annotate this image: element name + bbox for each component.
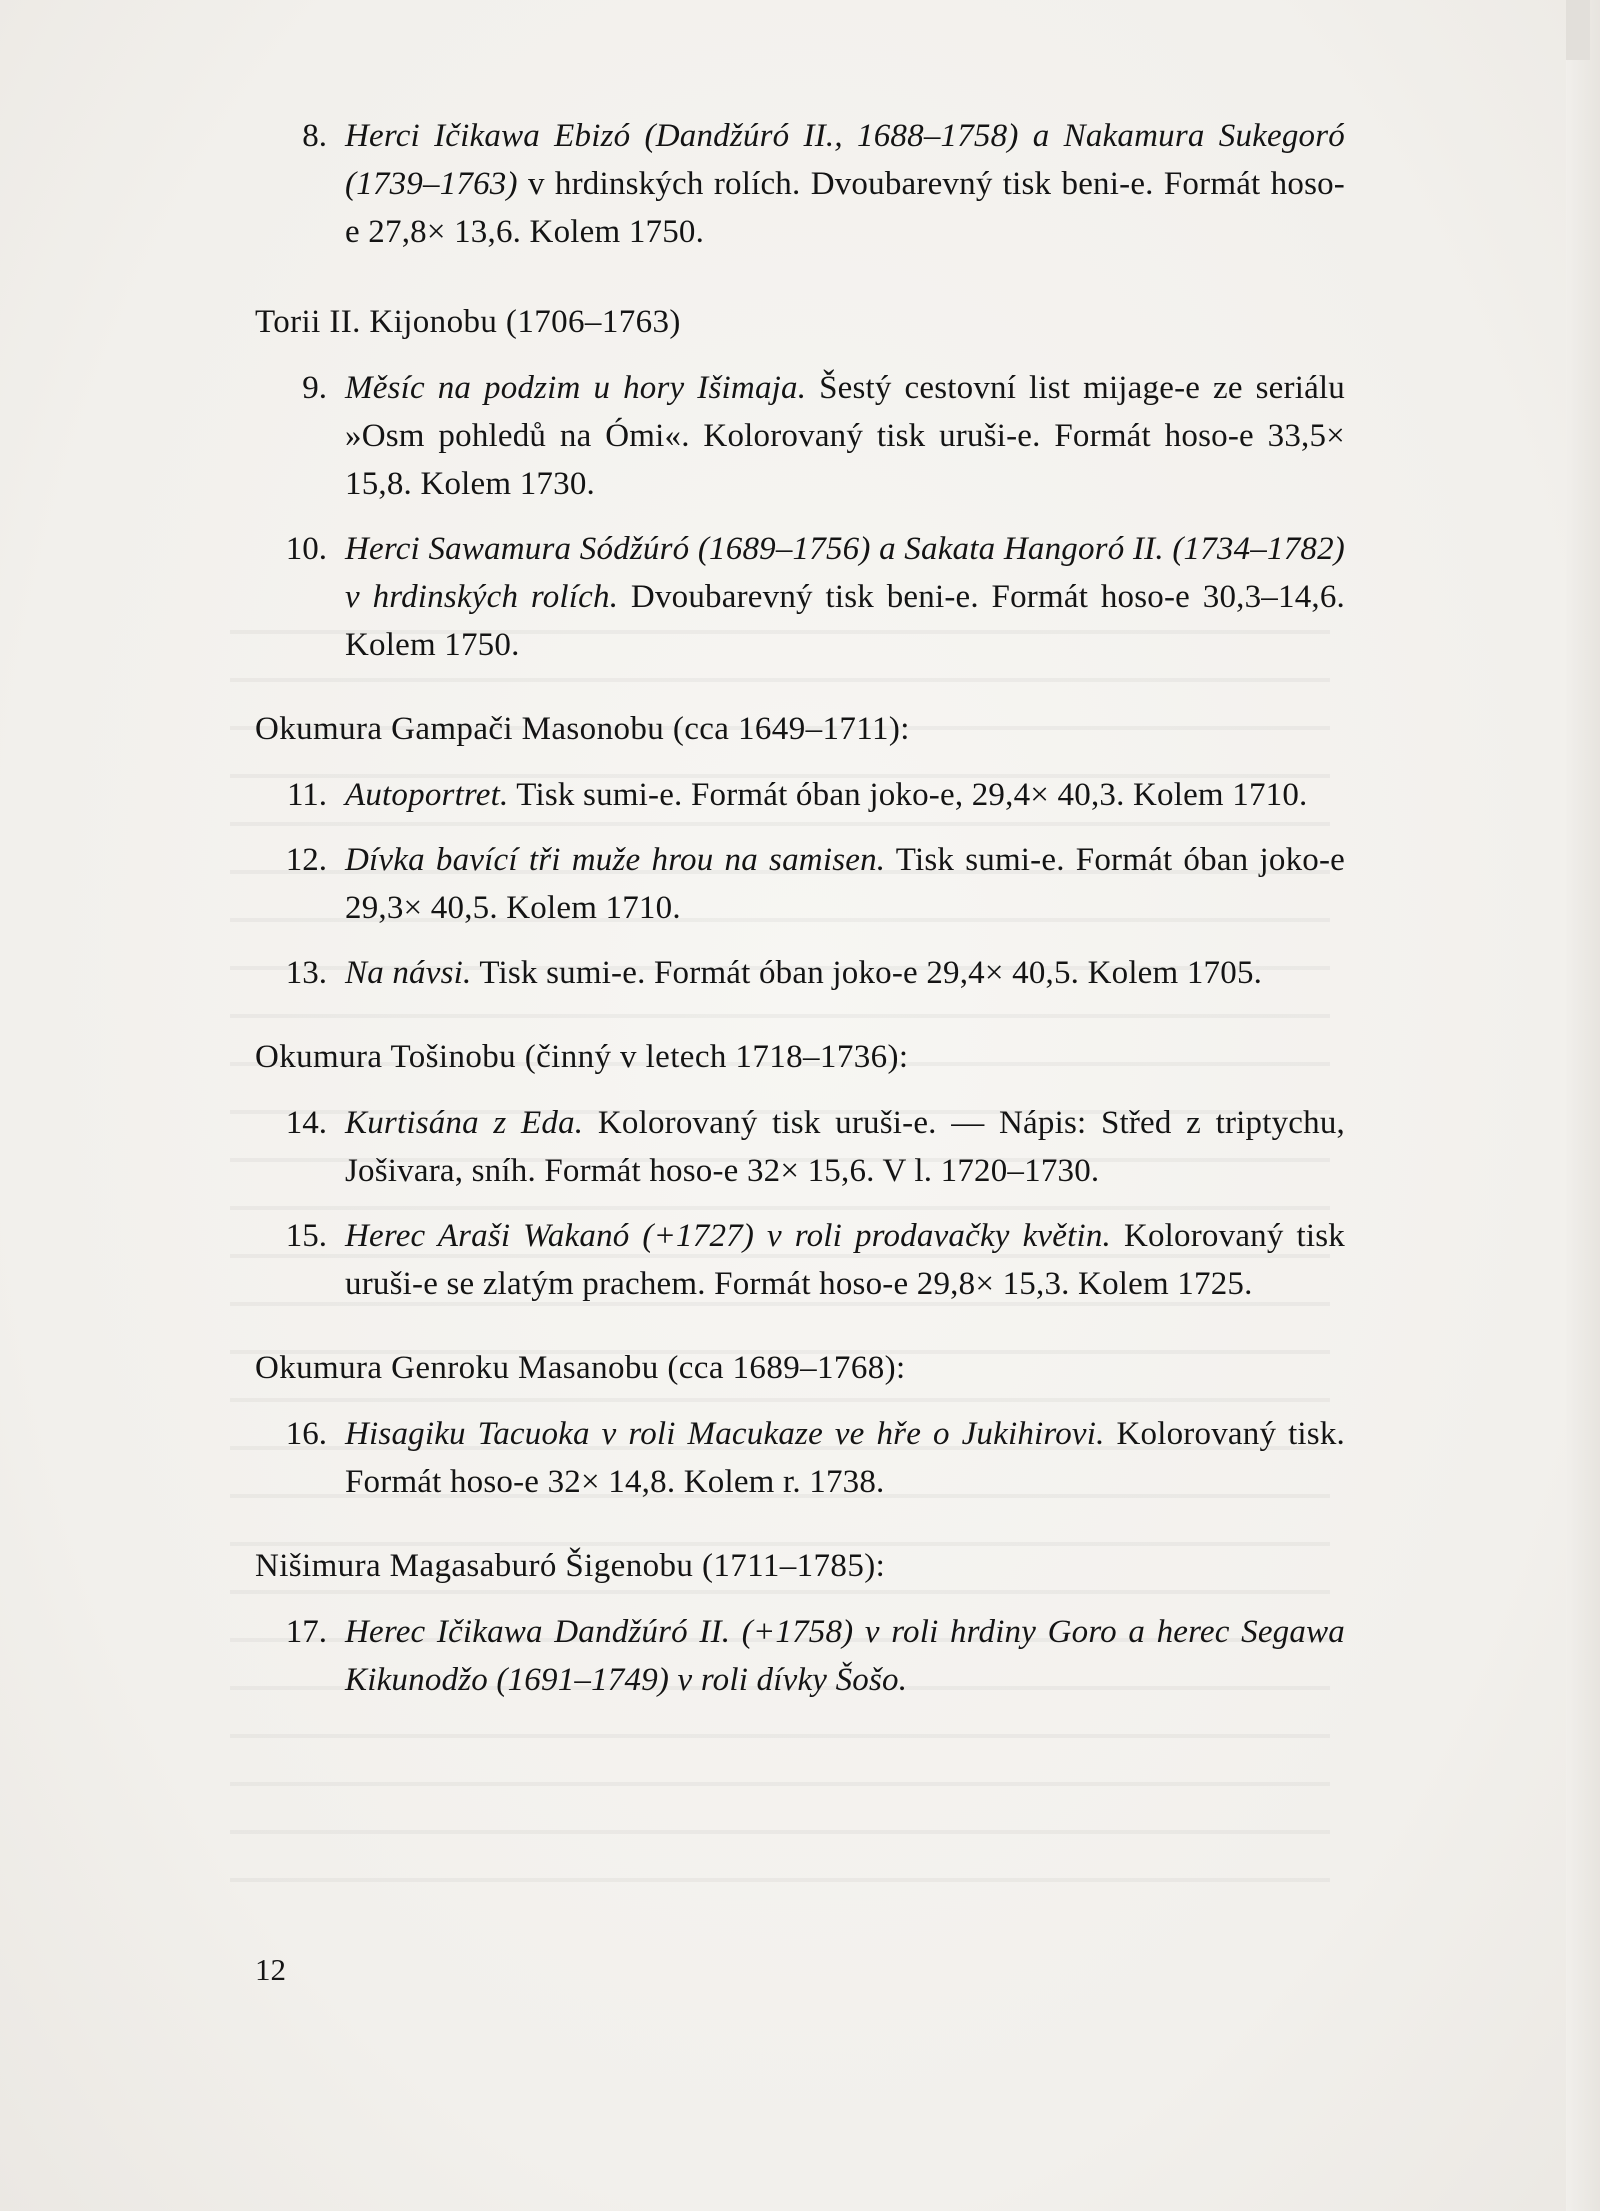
entry-description: Tisk sumi-e. Formát óban joko-e 29,3× 40,5. Kolem 1710. [345,842,1346,926]
catalog-list [255,112,1435,1721]
entry-description: Tisk sumi-e. Formát óban joko-e, 29,4× 40,3. Kolem 1710. [508,777,1308,813]
catalog-entry-15 [255,1212,1435,1308]
entry-title: Autoportret. [345,777,509,813]
entry-number: 11. [286,777,327,813]
entry-title: Měsíc na podzim u hory Išimaja. [345,370,807,406]
entry-title: Na návsi. [345,955,472,991]
entry-title: Herci Ičikawa Ebizó (Dandžúró II., 1688–1758) a Nakamura Sukegoró (1739–1763) [345,118,1345,202]
entry-number: 13. [285,955,327,991]
entry-text [345,1099,1345,1195]
entry-number: 10. [285,531,327,567]
page-edge [1566,0,1600,2211]
entry-title: Kurtisána z Eda. [345,1105,584,1141]
entry-description: Kolorovaný tisk. Formát hoso-e 32× 14,8. Kolem r. 1738. [345,1416,1345,1500]
entry-text [345,771,1345,819]
entry-number: 8. [302,118,327,154]
page-number: 12 [255,1952,286,1987]
entry-number: 16. [285,1416,327,1452]
entry-text [345,364,1345,508]
catalog-entry-9 [255,364,1435,508]
entry-title: Herec Araši Wakanó (+1727) v roli prodavačky květin. [345,1218,1112,1254]
entry-text [345,112,1345,256]
entry-description: Tisk sumi-e. Formát óban joko-e 29,4× 40,5. Kolem 1705. [471,955,1263,991]
artist-heading-genroku: Okumura Genroku Masanobu (cca 1689–1768): [255,1350,906,1386]
entry-number: 15. [285,1218,327,1254]
entry-description: Šestý cestovní list mijage-e ze seriálu »Osm pohledů na Ómi«. Kolorovaný tisk uruši-e. Formát hoso-e 33,5× 15,8. Kolem 1730. [345,370,1345,502]
artist-heading-tosinobu: Okumura Tošinobu (činný v letech 1718–1736): [255,1039,909,1075]
artist-heading-nisimura: Nišimura Magasaburó Šigenobu (1711–1785): [255,1548,886,1584]
catalog-entry-16 [255,1410,1435,1506]
entry-text [345,525,1345,669]
entry-text [345,1410,1345,1506]
entry-title: Herec Ičikawa Dandžúró II. (+1758) v roli hrdiny Goro a herec Segawa Kikunodžo (1691–1749) v roli dívky Šošo. [345,1614,1345,1698]
entry-number: 9. [302,370,327,406]
entry-title: Hisagiku Tacuoka v roli Macukaze ve hře o Jukihirovi. [345,1416,1105,1452]
entry-text [345,1212,1345,1308]
entry-number: 17. [285,1614,327,1650]
catalog-entry-17 [255,1608,1435,1704]
entry-text [345,836,1345,932]
page-corner [1566,0,1590,60]
artist-heading-gampaci: Okumura Gampači Masonobu (cca 1649–1711): [255,711,910,747]
catalog-entry-10 [255,525,1435,669]
entry-text [345,1608,1345,1704]
entry-description: Dvoubarevný tisk beni-e. Formát hoso-e 30,3–14,6. Kolem 1750. [345,579,1345,663]
entry-title: Herci Sawamura Sódžúró (1689–1756) a Sakata Hangoró II. (1734–1782) v hrdinských rolích. [345,531,1345,615]
entry-description: v hrdinských rolích. Dvoubarevný tisk beni-e. Formát hoso-e 27,8× 13,6. Kolem 1750. [345,166,1345,250]
catalog-entry-8 [255,112,1435,256]
entry-description: Kolorovaný tisk uruši-e. — Nápis: Střed z triptychu, Jošivara, sníh. Formát hoso-e 32× 15,6. V l. 1720–1730. [345,1105,1346,1189]
catalog-entry-11 [255,771,1435,819]
catalog-entry-14 [255,1099,1435,1195]
catalog-entry-12 [255,836,1435,932]
entry-number: 12. [285,842,327,878]
artist-heading-torii: Torii II. Kijonobu (1706–1763) [255,304,681,340]
entry-text [345,949,1345,997]
entry-number: 14. [285,1105,327,1141]
catalog-entry-13 [255,949,1435,997]
entry-description: Kolorovaný tisk uruši-e se zlatým prachem. Formát hoso-e 29,8× 15,3. Kolem 1725. [345,1218,1345,1302]
entry-title: Dívka bavící tři muže hrou na samisen. [345,842,886,878]
